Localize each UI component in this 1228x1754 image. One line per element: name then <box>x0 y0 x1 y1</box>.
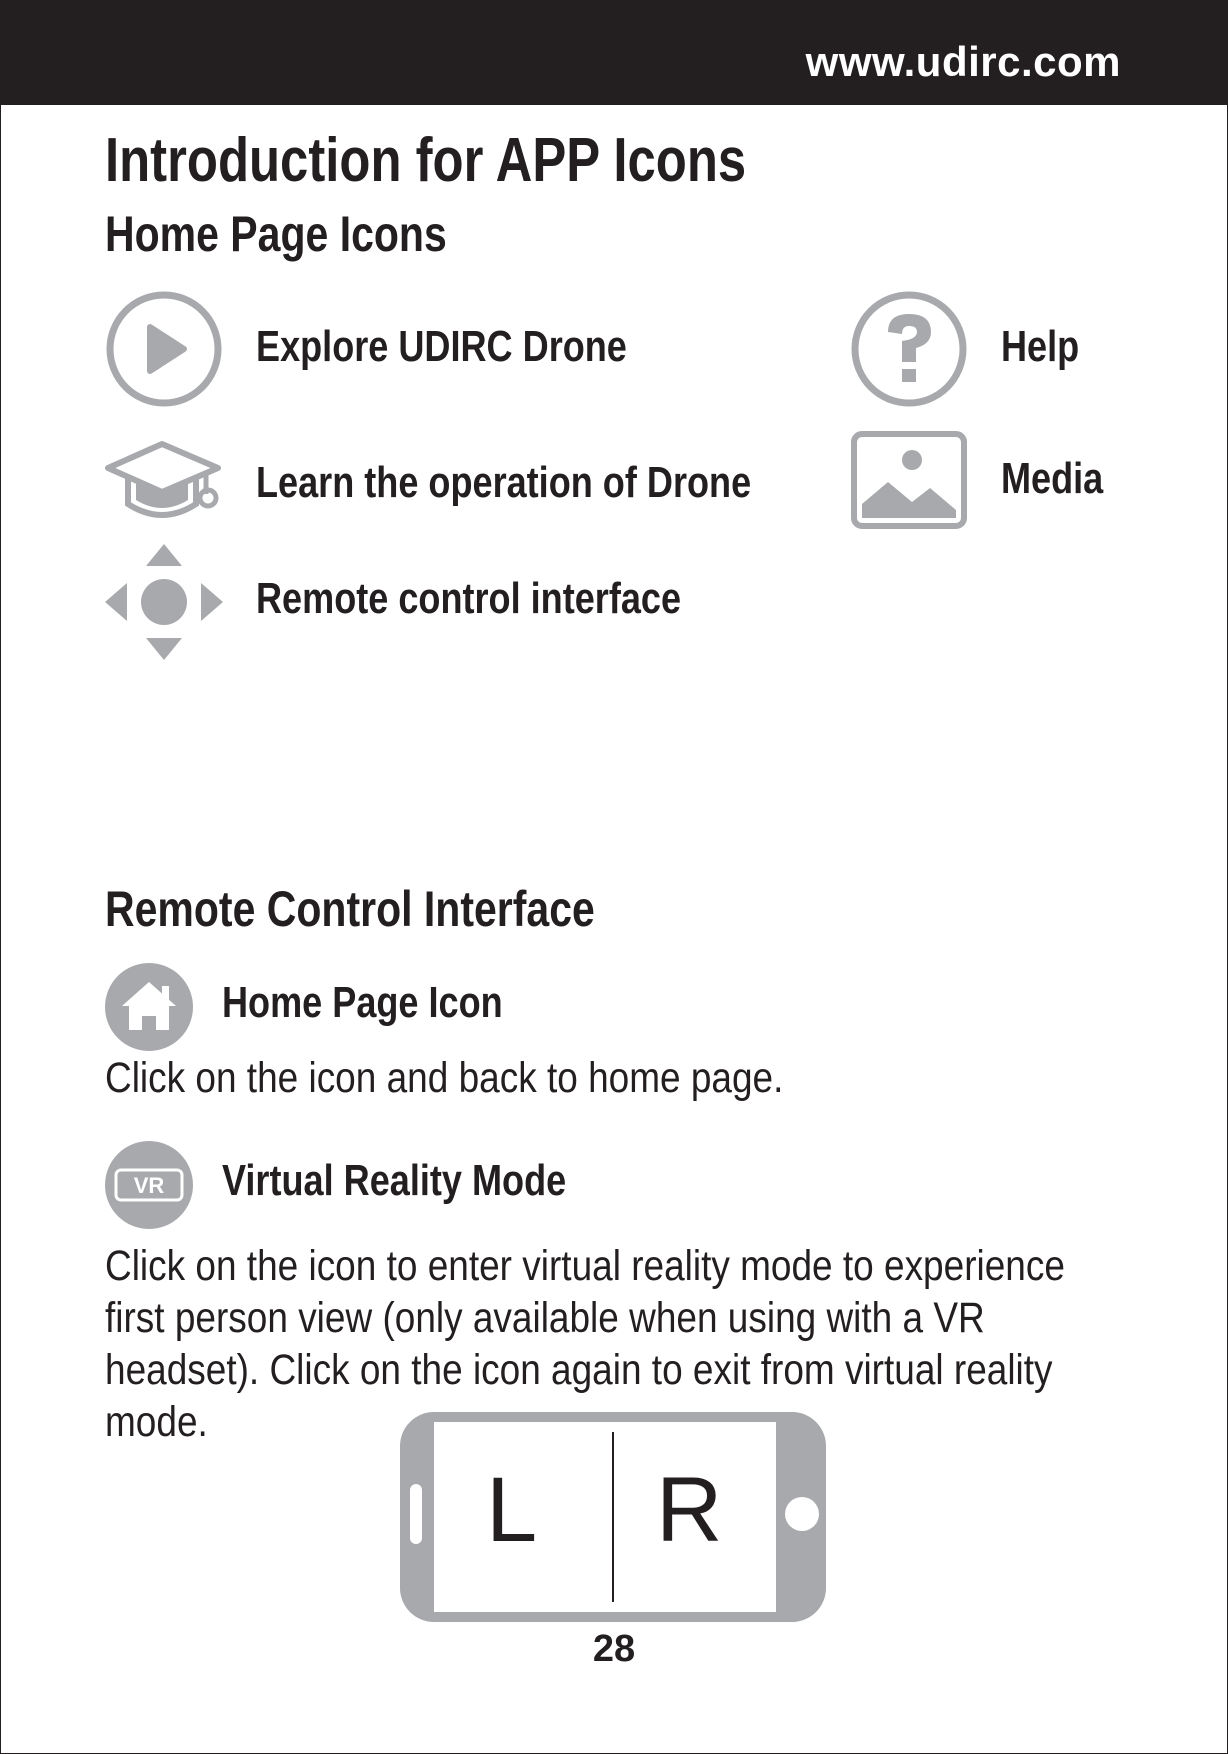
header-bar <box>0 0 1228 105</box>
phone-right-label: R <box>656 1459 723 1561</box>
question-icon[interactable] <box>850 290 968 408</box>
vr-icon[interactable] <box>104 1140 194 1230</box>
media-label: Media <box>1001 454 1104 503</box>
phone-illustration <box>398 1410 828 1624</box>
vr-badge-text: VR <box>133 1173 165 1198</box>
page-number: 28 <box>592 1628 636 1670</box>
learn-label: Learn the operation of Drone <box>256 458 752 507</box>
page-title: Introduction for APP Icons <box>105 126 747 195</box>
home-page-icons-heading: Home Page Icons <box>105 206 447 262</box>
home-icon[interactable] <box>104 962 194 1052</box>
explore-label: Explore UDIRC Drone <box>256 322 627 371</box>
vr-description-line: mode. <box>105 1398 208 1446</box>
vr-mode-label: Virtual Reality Mode <box>222 1156 567 1205</box>
phone-left-label: L <box>486 1459 538 1561</box>
remote-control-label: Remote control interface <box>256 574 682 623</box>
home-page-icon-label: Home Page Icon <box>222 978 503 1027</box>
vr-description-line: headset). Click on the icon again to exit from virtual reality <box>105 1346 1053 1394</box>
home-description: Click on the icon and back to home page. <box>105 1054 784 1102</box>
vr-description-line: first person view (only available when using with a VR <box>105 1294 985 1342</box>
vr-description-line: Click on the icon to enter virtual reality mode to experience <box>105 1242 1065 1290</box>
site-url[interactable]: www.udirc.com <box>805 38 1121 85</box>
image-icon[interactable] <box>850 430 968 530</box>
remote-control-heading: Remote Control Interface <box>105 881 595 937</box>
dpad-icon[interactable] <box>104 543 224 661</box>
help-label: Help <box>1001 322 1080 371</box>
graduation-cap-icon[interactable] <box>104 438 228 524</box>
play-icon[interactable] <box>105 290 223 408</box>
